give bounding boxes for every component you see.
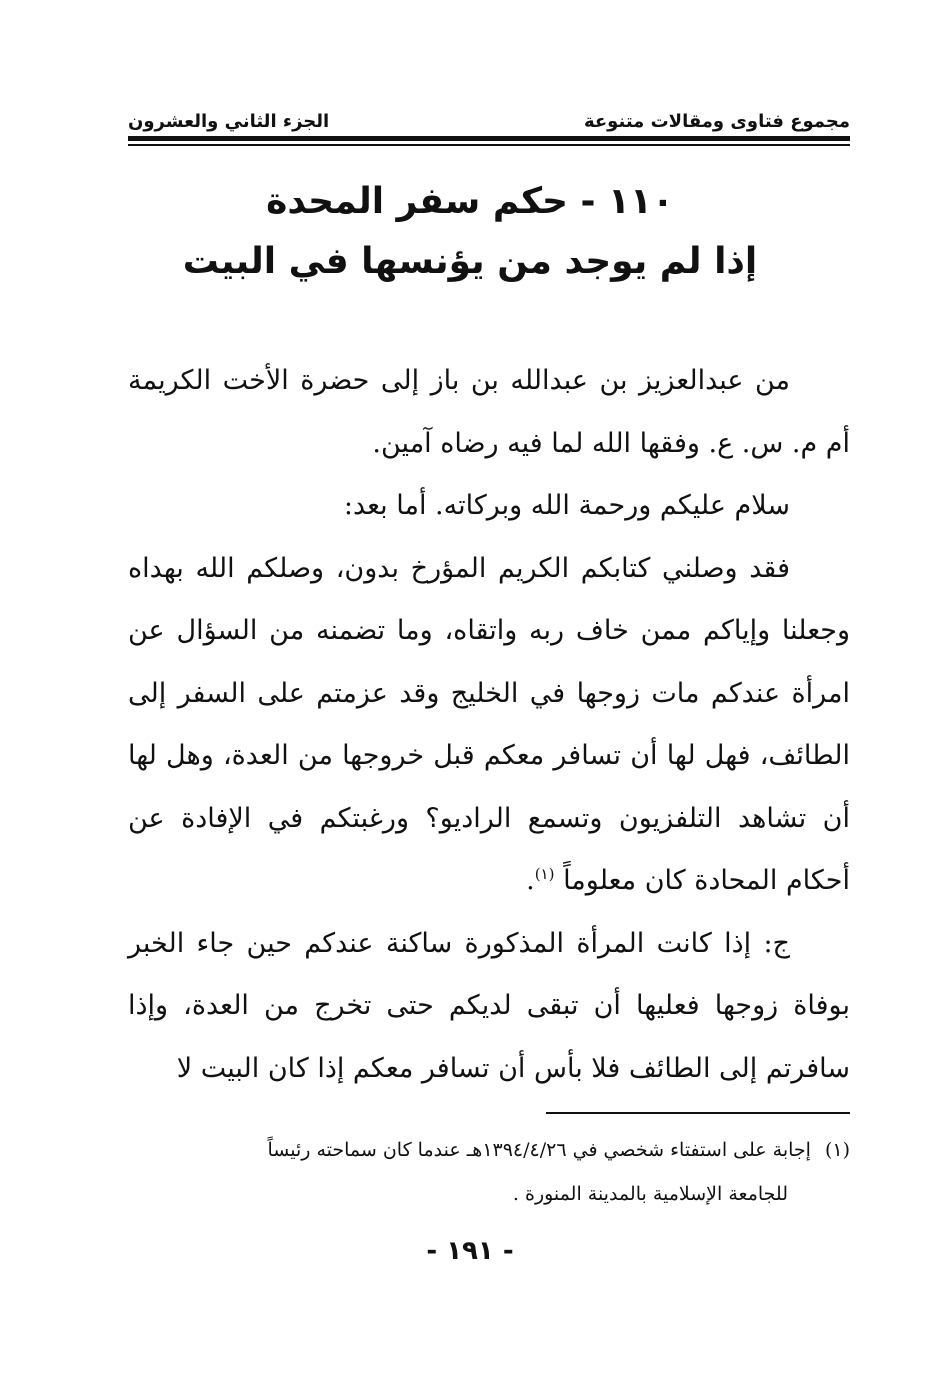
chapter-title-line-2: إذا لم يوجد من يؤنسها في البيت bbox=[182, 241, 758, 282]
header-book-title: مجموع فتاوى ومقالات متنوعة bbox=[583, 111, 850, 132]
footnote bbox=[128, 1128, 850, 1216]
question-end: . bbox=[526, 865, 535, 896]
header-rule-thin bbox=[128, 144, 850, 146]
header-volume: الجزء الثاني والعشرون bbox=[128, 111, 330, 132]
paragraph-question bbox=[128, 538, 850, 913]
footnote-marker: (١) bbox=[824, 1139, 850, 1161]
paragraph-salutation: من عبدالعزيز بن عبدالله بن باز إلى حضرة الأخت الكريمة أم م. س. ع. وفقها الله لما فيه رضاه آمين. bbox=[128, 365, 850, 459]
body-text bbox=[128, 350, 850, 1100]
footnote-reference: (١) bbox=[534, 865, 555, 883]
header-rule-thick bbox=[128, 136, 850, 141]
running-header bbox=[128, 92, 850, 132]
paragraph-answer: ج: إذا كانت المرأة المذكورة ساكنة عندكم حين جاء الخبر بوفاة زوجها فعليها أن تبقى لديكم حتى تخرج من العدة، وإذا سافرتم إلى الطائف فلا بأس أن تسافر معكم إذا كان البيت لا bbox=[128, 927, 850, 1084]
page-number: - ١٩١ - bbox=[426, 1236, 514, 1266]
footnote-line-1: إجابة على استفتاء شخصي في ١٣٩٤/٤/٢٦هـ عندما كان سماحته رئيساً bbox=[267, 1139, 811, 1161]
paragraph-greeting: سلام عليكم ورحمة الله وبركاته. أما بعد: bbox=[343, 490, 790, 521]
question-text: فقد وصلني كتابكم الكريم المؤرخ بدون، وصلكم الله بهداه وجعلنا وإياكم ممن خاف ربه واتقاه، وما تضمنه من السؤال عن امرأة عندكم مات زوجها في الخليج وقد عزمتم على السفر إلى الطائف، فهل لها أن تسافر معكم قبل خروجها من العدة، وهل لها أن تشاهد التلفزيون وتسمع الراديو؟ ورغبتكم في الإفادة عن أحكام المحادة كان معلوماً bbox=[128, 552, 850, 896]
footnote-separator bbox=[546, 1112, 850, 1114]
chapter-title-line-1: ١١٠ - حكم سفر المحدة bbox=[266, 181, 674, 222]
footnote-line-2: للجامعة الإسلامية بالمدينة المنورة . bbox=[512, 1183, 788, 1205]
